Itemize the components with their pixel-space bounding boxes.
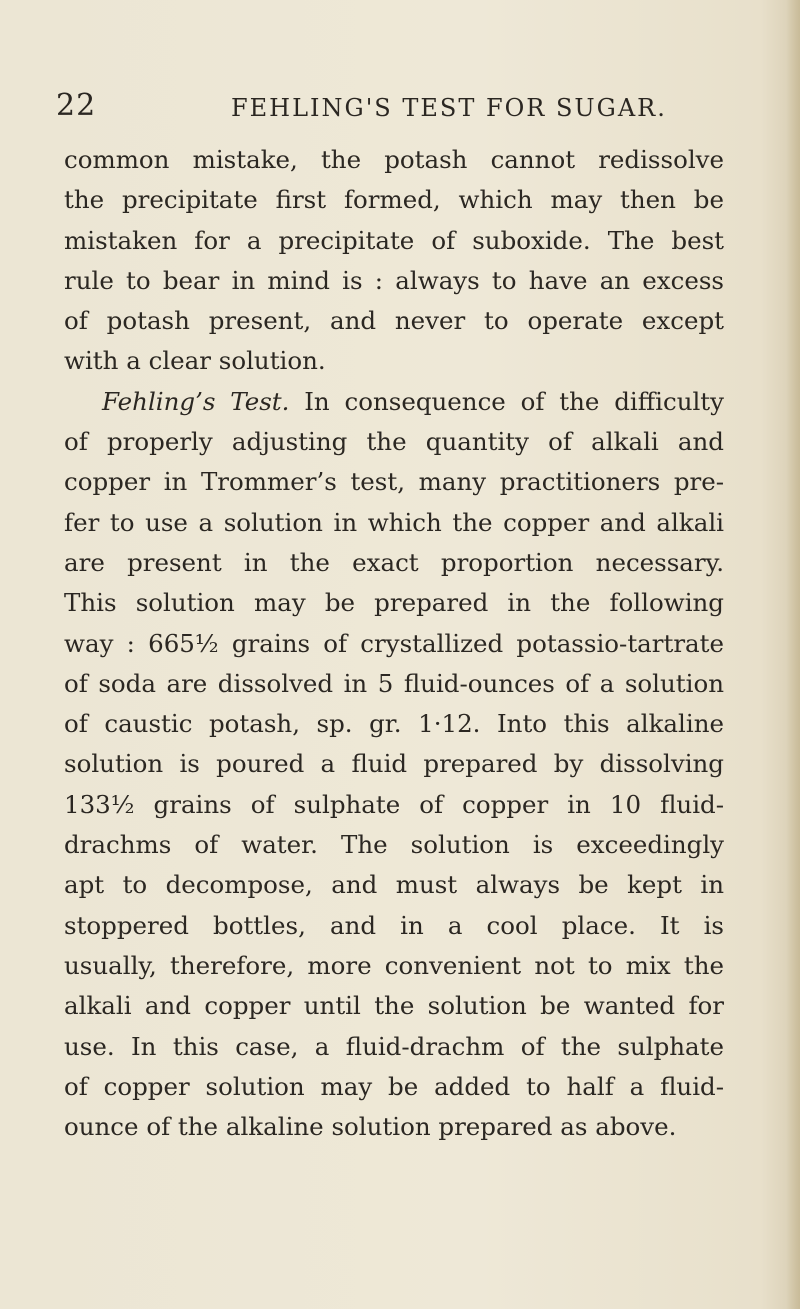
text-line: apt to decompose, and must always be kept in: [64, 870, 724, 900]
text-line: of caustic potash, sp. gr. 1·12. Into this alkaline: [64, 709, 724, 739]
text-line: are present in the exact proportion necessary.: [64, 547, 724, 577]
text-line: with a clear solution.: [64, 346, 326, 376]
text-line: of properly adjusting the quantity of alkali and: [64, 427, 724, 457]
text-line: alkali and copper until the solution be wanted for: [64, 991, 724, 1021]
section-lead-title: Fehling’s Test.: [102, 386, 290, 416]
text-line: mistaken for a precipitate of suboxide. The best: [64, 225, 724, 255]
text-line: usually, therefore, more convenient not to mix the: [64, 950, 724, 980]
text-line: common mistake, the potash cannot redissolve: [64, 145, 724, 174]
text-line: fer to use a solution in which the copper and alkali: [64, 507, 724, 537]
text-line: 133½ grains of sulphate of copper in 10 fluid-: [64, 789, 724, 819]
running-head: FEHLING'S TEST FOR SUGAR.: [231, 94, 667, 122]
text-line: way : 665½ grains of crystallized potassio-tartrate: [64, 628, 724, 658]
page-edge-shadow: [786, 0, 800, 1309]
text-line: use. In this case, a fluid-drachm of the sulphate: [64, 1031, 724, 1061]
text-line: ounce of the alkaline solution prepared as above.: [64, 1112, 677, 1142]
text-line: of potash present, and never to operate except: [64, 306, 724, 336]
text-line: the precipitate first formed, which may then be: [64, 185, 724, 215]
text-line: copper in Trommer’s test, many practitioners pre-: [64, 467, 724, 497]
lead-line-rest: In consequence of the difficulty: [289, 386, 724, 416]
text-line: of copper solution may be added to half a fluid-: [64, 1071, 724, 1101]
text-line: of soda are dissolved in 5 fluid-ounces of a solution: [64, 668, 724, 698]
page-header: [56, 88, 696, 128]
paragraph-1: [64, 140, 724, 382]
text-line: stoppered bottles, and in a cool place. It is: [64, 910, 724, 940]
text-line-lead: [64, 382, 724, 422]
paragraph-2: [64, 382, 724, 1148]
text-line: This solution may be prepared in the following: [64, 588, 724, 618]
text-line: drachms of water. The solution is exceedingly: [64, 830, 724, 860]
body-text: [64, 140, 724, 1147]
page-number: 22: [56, 88, 97, 123]
text-line: solution is poured a fluid prepared by dissolving: [64, 749, 724, 779]
text-line: rule to bear in mind is : always to have an excess: [64, 265, 724, 295]
